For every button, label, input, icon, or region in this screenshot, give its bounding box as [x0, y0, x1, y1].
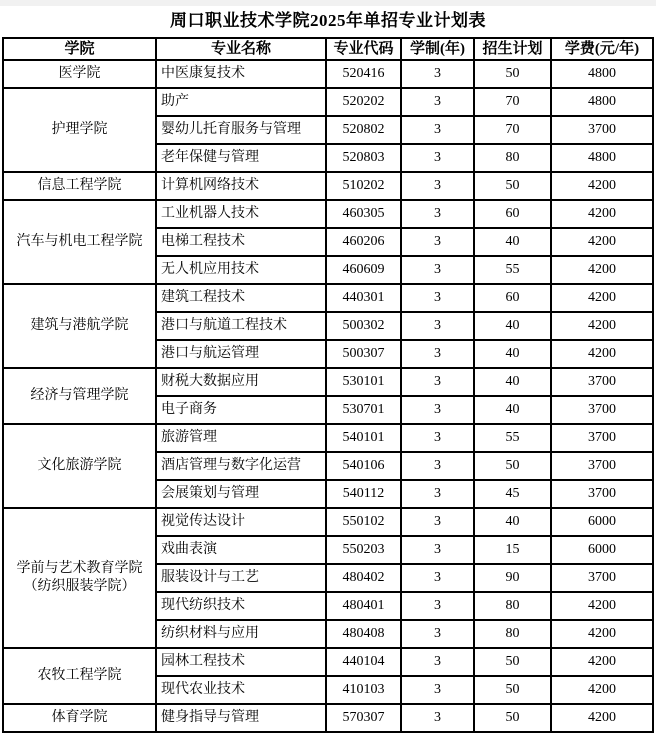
major-code-cell: 440301: [326, 284, 401, 312]
plan-cell: 80: [474, 144, 551, 172]
college-cell: 经济与管理学院: [3, 368, 156, 424]
major-code-cell: 460609: [326, 256, 401, 284]
table-row: [3, 704, 653, 732]
years-cell: 3: [401, 704, 474, 732]
plan-cell: 80: [474, 620, 551, 648]
years-cell: 3: [401, 256, 474, 284]
fee-cell: 4200: [551, 648, 653, 676]
fee-cell: 3700: [551, 480, 653, 508]
plan-cell: 50: [474, 60, 551, 88]
table-row: [3, 508, 653, 536]
major-name-cell: 服装设计与工艺: [156, 564, 326, 592]
college-cell: 汽车与机电工程学院: [3, 200, 156, 284]
major-name-cell: 港口与航道工程技术: [156, 312, 326, 340]
major-code-cell: 500302: [326, 312, 401, 340]
college-cell: 建筑与港航学院: [3, 284, 156, 368]
plan-cell: 40: [474, 368, 551, 396]
fee-cell: 4200: [551, 592, 653, 620]
major-name-cell: 老年保健与管理: [156, 144, 326, 172]
years-cell: 3: [401, 116, 474, 144]
col-header-fee: 学费(元/年): [551, 38, 653, 60]
table-body: [3, 60, 653, 732]
plan-cell: 50: [474, 704, 551, 732]
major-code-cell: 480402: [326, 564, 401, 592]
fee-cell: 4200: [551, 284, 653, 312]
fee-cell: 4800: [551, 60, 653, 88]
enrollment-plan-table: [2, 37, 654, 733]
years-cell: 3: [401, 60, 474, 88]
fee-cell: 4200: [551, 340, 653, 368]
years-cell: 3: [401, 312, 474, 340]
major-code-cell: 440104: [326, 648, 401, 676]
table-row: [3, 200, 653, 228]
plan-cell: 15: [474, 536, 551, 564]
college-cell: 体育学院: [3, 704, 156, 732]
major-name-cell: 中医康复技术: [156, 60, 326, 88]
major-code-cell: 530701: [326, 396, 401, 424]
fee-cell: 4200: [551, 228, 653, 256]
plan-cell: 50: [474, 452, 551, 480]
plan-cell: 80: [474, 592, 551, 620]
years-cell: 3: [401, 200, 474, 228]
page-title: 周口职业技术学院2025年单招专业计划表: [170, 11, 486, 30]
plan-cell: 40: [474, 508, 551, 536]
major-name-cell: 现代农业技术: [156, 676, 326, 704]
major-code-cell: 530101: [326, 368, 401, 396]
years-cell: 3: [401, 592, 474, 620]
major-code-cell: 550102: [326, 508, 401, 536]
table-row: [3, 424, 653, 452]
header-row: [3, 38, 653, 60]
major-code-cell: 410103: [326, 676, 401, 704]
college-cell: 护理学院: [3, 88, 156, 172]
col-header-years: 学制(年): [401, 38, 474, 60]
major-name-cell: 无人机应用技术: [156, 256, 326, 284]
plan-cell: 70: [474, 116, 551, 144]
years-cell: 3: [401, 480, 474, 508]
plan-cell: 90: [474, 564, 551, 592]
fee-cell: 4200: [551, 676, 653, 704]
major-name-cell: 婴幼儿托育服务与管理: [156, 116, 326, 144]
table-row: [3, 60, 653, 88]
major-name-cell: 助产: [156, 88, 326, 116]
fee-cell: 3700: [551, 452, 653, 480]
fee-cell: 3700: [551, 368, 653, 396]
major-name-cell: 建筑工程技术: [156, 284, 326, 312]
col-header-major-name: 专业名称: [156, 38, 326, 60]
major-code-cell: 540106: [326, 452, 401, 480]
college-cell: 农牧工程学院: [3, 648, 156, 704]
major-name-cell: 纺织材料与应用: [156, 620, 326, 648]
college-cell: 学前与艺术教育学院（纺织服装学院）: [3, 508, 156, 648]
fee-cell: 4800: [551, 144, 653, 172]
fee-cell: 4200: [551, 312, 653, 340]
years-cell: 3: [401, 284, 474, 312]
major-code-cell: 460305: [326, 200, 401, 228]
fee-cell: 4200: [551, 704, 653, 732]
years-cell: 3: [401, 564, 474, 592]
plan-cell: 40: [474, 396, 551, 424]
major-name-cell: 视觉传达设计: [156, 508, 326, 536]
college-cell: 信息工程学院: [3, 172, 156, 200]
plan-cell: 45: [474, 480, 551, 508]
major-code-cell: 520803: [326, 144, 401, 172]
major-name-cell: 现代纺织技术: [156, 592, 326, 620]
table-header: [3, 38, 653, 60]
years-cell: 3: [401, 368, 474, 396]
major-name-cell: 会展策划与管理: [156, 480, 326, 508]
col-header-plan: 招生计划: [474, 38, 551, 60]
years-cell: 3: [401, 508, 474, 536]
major-name-cell: 健身指导与管理: [156, 704, 326, 732]
major-code-cell: 570307: [326, 704, 401, 732]
major-code-cell: 520802: [326, 116, 401, 144]
major-code-cell: 540101: [326, 424, 401, 452]
fee-cell: 4200: [551, 256, 653, 284]
table-row: [3, 284, 653, 312]
fee-cell: 3700: [551, 564, 653, 592]
plan-cell: 50: [474, 648, 551, 676]
college-cell: 文化旅游学院: [3, 424, 156, 508]
major-name-cell: 计算机网络技术: [156, 172, 326, 200]
col-header-college: 学院: [3, 38, 156, 60]
major-code-cell: 510202: [326, 172, 401, 200]
plan-cell: 40: [474, 228, 551, 256]
years-cell: 3: [401, 424, 474, 452]
years-cell: 3: [401, 172, 474, 200]
major-name-cell: 旅游管理: [156, 424, 326, 452]
years-cell: 3: [401, 536, 474, 564]
years-cell: 3: [401, 676, 474, 704]
table-row: [3, 88, 653, 116]
major-code-cell: 480408: [326, 620, 401, 648]
major-name-cell: 园林工程技术: [156, 648, 326, 676]
plan-cell: 50: [474, 172, 551, 200]
plan-cell: 40: [474, 340, 551, 368]
college-cell: 医学院: [3, 60, 156, 88]
major-code-cell: 500307: [326, 340, 401, 368]
plan-cell: 70: [474, 88, 551, 116]
major-name-cell: 港口与航运管理: [156, 340, 326, 368]
major-name-cell: 财税大数据应用: [156, 368, 326, 396]
major-code-cell: 480401: [326, 592, 401, 620]
table-row: [3, 368, 653, 396]
fee-cell: 3700: [551, 116, 653, 144]
years-cell: 3: [401, 144, 474, 172]
years-cell: 3: [401, 340, 474, 368]
years-cell: 3: [401, 620, 474, 648]
years-cell: 3: [401, 88, 474, 116]
major-code-cell: 520202: [326, 88, 401, 116]
plan-cell: 60: [474, 284, 551, 312]
major-name-cell: 戏曲表演: [156, 536, 326, 564]
plan-cell: 55: [474, 256, 551, 284]
fee-cell: 6000: [551, 508, 653, 536]
fee-cell: 4800: [551, 88, 653, 116]
fee-cell: 3700: [551, 396, 653, 424]
major-code-cell: 520416: [326, 60, 401, 88]
col-header-major-code: 专业代码: [326, 38, 401, 60]
major-code-cell: 550203: [326, 536, 401, 564]
fee-cell: 4200: [551, 620, 653, 648]
major-name-cell: 酒店管理与数字化运营: [156, 452, 326, 480]
major-name-cell: 电子商务: [156, 396, 326, 424]
fee-cell: 6000: [551, 536, 653, 564]
plan-cell: 60: [474, 200, 551, 228]
table-row: [3, 648, 653, 676]
years-cell: 3: [401, 648, 474, 676]
years-cell: 3: [401, 452, 474, 480]
plan-cell: 40: [474, 312, 551, 340]
plan-cell: 50: [474, 676, 551, 704]
table-row: [3, 172, 653, 200]
fee-cell: 4200: [551, 200, 653, 228]
major-code-cell: 460206: [326, 228, 401, 256]
years-cell: 3: [401, 396, 474, 424]
major-name-cell: 工业机器人技术: [156, 200, 326, 228]
major-code-cell: 540112: [326, 480, 401, 508]
years-cell: 3: [401, 228, 474, 256]
fee-cell: 3700: [551, 424, 653, 452]
major-name-cell: 电梯工程技术: [156, 228, 326, 256]
plan-cell: 55: [474, 424, 551, 452]
fee-cell: 4200: [551, 172, 653, 200]
